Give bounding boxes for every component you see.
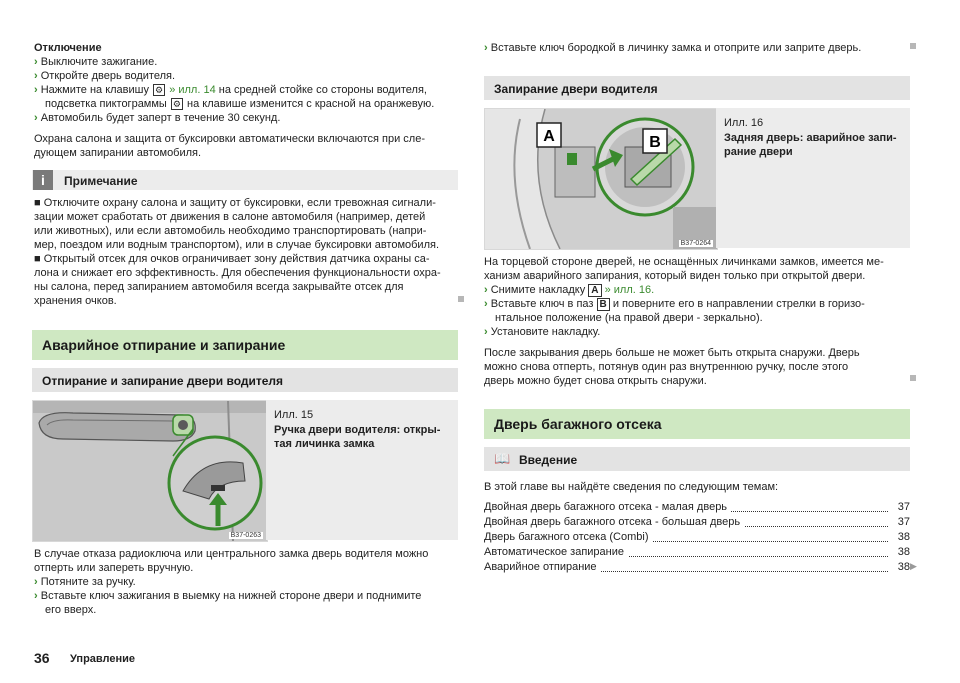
- end-of-section-marker: [458, 296, 464, 302]
- paragraph-line: После закрывания дверь больше не может быть открыта снаружи. Дверь: [484, 347, 860, 359]
- subsection-title: Отпирание и запирание двери водителя: [42, 374, 284, 388]
- list-item: › Откройте дверь водителя.: [34, 70, 176, 82]
- paragraph-line: ханизм аварийного запирания, который виден только при открытой двери.: [484, 270, 866, 282]
- list-item: › Вставьте ключ в паз B и поверните его в направлении стрелки в горизо-: [484, 298, 865, 310]
- note-line: ■ Отключите охрану салона и защиту от буксировки, если тревожная сигнали-: [34, 197, 436, 209]
- info-icon: i: [33, 170, 53, 190]
- note-line: зации может сработать от движения в салоне автомобиля (например, детей: [34, 211, 426, 223]
- subsection-title: Запирание двери водителя: [494, 82, 658, 96]
- door-handle-illustration: [33, 401, 267, 541]
- toc-entry[interactable]: Аварийное отпирание 38: [484, 561, 910, 573]
- figure-15-caption: тая личинка замка: [274, 438, 375, 450]
- list-item-continuation: нтальное положение (на правой двери - зеркально).: [495, 312, 763, 324]
- list-item: › Выключите зажигание.: [34, 56, 158, 68]
- list-item: › Снимите накладку A » илл. 16.: [484, 284, 655, 296]
- note-line: ■ Открытый отсек для очков ограничивает зону действия датчика охраны са-: [34, 253, 430, 265]
- arrow-icon: ›: [34, 576, 38, 588]
- figure-reference-link[interactable]: » илл. 14: [169, 84, 216, 96]
- figure-16-image: [484, 108, 718, 250]
- figure-16-label: Илл. 16: [724, 117, 764, 129]
- paragraph-line: На торцевой стороне дверей, не оснащённых личинками замков, имеется ме-: [484, 256, 884, 268]
- rear-door-lock-illustration: [485, 109, 717, 249]
- arrow-icon: ›: [34, 84, 38, 96]
- continue-arrow-icon: ▶: [910, 561, 917, 571]
- paragraph-line: дующем запирании автомобиля.: [34, 147, 202, 159]
- footer-section: Управление: [70, 653, 136, 665]
- arrow-icon: ›: [34, 112, 38, 124]
- list-item: › Вставьте ключ зажигания в выемку на нижней стороне двери и поднимите: [34, 590, 422, 602]
- arrow-icon: ›: [484, 298, 488, 310]
- toc-entry[interactable]: Двойная дверь багажного отсека - большая дверь 37: [484, 516, 910, 528]
- section-title: Дверь багажного отсека: [494, 416, 662, 432]
- section-title: Аварийное отпирание и запирание: [42, 337, 286, 353]
- list-item: › Нажмите на клавишу ⚙ » илл. 14 на средней стойке со стороны водителя,: [34, 84, 427, 96]
- figure-15-code: B37-0263: [230, 532, 261, 539]
- note-line: ны салона, перед запиранием автомобиля всегда закрывайте отсек для: [34, 281, 404, 293]
- figure-15-image: [32, 400, 268, 542]
- list-item: › Автомобиль будет заперт в течение 30 секунд.: [34, 112, 281, 124]
- part-a-box: A: [588, 284, 601, 297]
- toc-entry[interactable]: Двойная дверь багажного отсека - малая дверь 37: [484, 501, 910, 513]
- figure-15-label: Илл. 15: [274, 409, 314, 421]
- note-line: хранения очков.: [34, 295, 117, 307]
- note-line: лона и снижает его эффективность. Для обеспечения функциональности охра-: [34, 267, 441, 279]
- figure-16-code: B37-0264: [680, 240, 711, 247]
- paragraph-line: отперть или запереть вручную.: [34, 562, 194, 574]
- figure-16-caption: рание двери: [724, 146, 793, 158]
- alarm-key-icon: ⚙: [155, 85, 164, 95]
- end-of-section-marker: [910, 43, 916, 49]
- note-title: Примечание: [64, 174, 138, 188]
- subsection-title: Введение: [519, 453, 578, 467]
- list-item: › Установите накладку.: [484, 326, 601, 338]
- note-line: мер, поездом или водным транспортом), или в случае буксировки автомобиля.: [34, 239, 440, 251]
- figure-16-caption: Задняя дверь: аварийное запи-: [724, 132, 897, 144]
- callout-a-label: A: [543, 128, 555, 145]
- callout-b-label: B: [649, 134, 661, 151]
- alarm-key-icon: ⚙: [172, 99, 181, 109]
- page-number: 36: [34, 650, 50, 666]
- arrow-icon: ›: [484, 42, 488, 54]
- paragraph-line: можно снова отперть, потянув один раз внутреннюю ручку, после этого: [484, 361, 849, 373]
- part-b-box: B: [597, 298, 610, 311]
- list-item: › Потяните за ручку.: [34, 576, 136, 588]
- toc-entry[interactable]: Дверь багажного отсека (Combi) 38: [484, 531, 910, 543]
- paragraph-line: Охрана салона и защита от буксировки автоматически включаются при сле-: [34, 133, 425, 145]
- figure-15-caption: Ручка двери водителя: откры-: [274, 424, 441, 436]
- arrow-icon: ›: [484, 284, 488, 296]
- figure-reference-link[interactable]: » илл. 16.: [604, 284, 655, 296]
- arrow-icon: ›: [34, 56, 38, 68]
- book-icon: 📖: [494, 451, 511, 466]
- off-heading: Отключение: [34, 42, 102, 54]
- note-line: или животных), или если автомобиль необходимо транспортировать (напри-: [34, 225, 427, 237]
- paragraph-line: дверь можно будет снова открыть снаружи.: [484, 375, 707, 387]
- list-item: › Вставьте ключ бородкой в личинку замка и отоприте или заприте дверь.: [484, 42, 862, 54]
- paragraph-line: В этой главе вы найдёте сведения по следующим темам:: [484, 481, 779, 493]
- toc-entry[interactable]: Автоматическое запирание 38: [484, 546, 910, 558]
- arrow-icon: ›: [34, 70, 38, 82]
- arrow-icon: ›: [34, 590, 38, 602]
- paragraph-line: В случае отказа радиоключа или центрального замка дверь водителя можно: [34, 548, 429, 560]
- list-item-continuation: его вверх.: [45, 604, 97, 616]
- list-item-continuation: подсветка пиктограммы ⚙ на клавише изменится с красной на оранжевую.: [45, 98, 435, 110]
- arrow-icon: ›: [484, 326, 488, 338]
- end-of-section-marker: [910, 375, 916, 381]
